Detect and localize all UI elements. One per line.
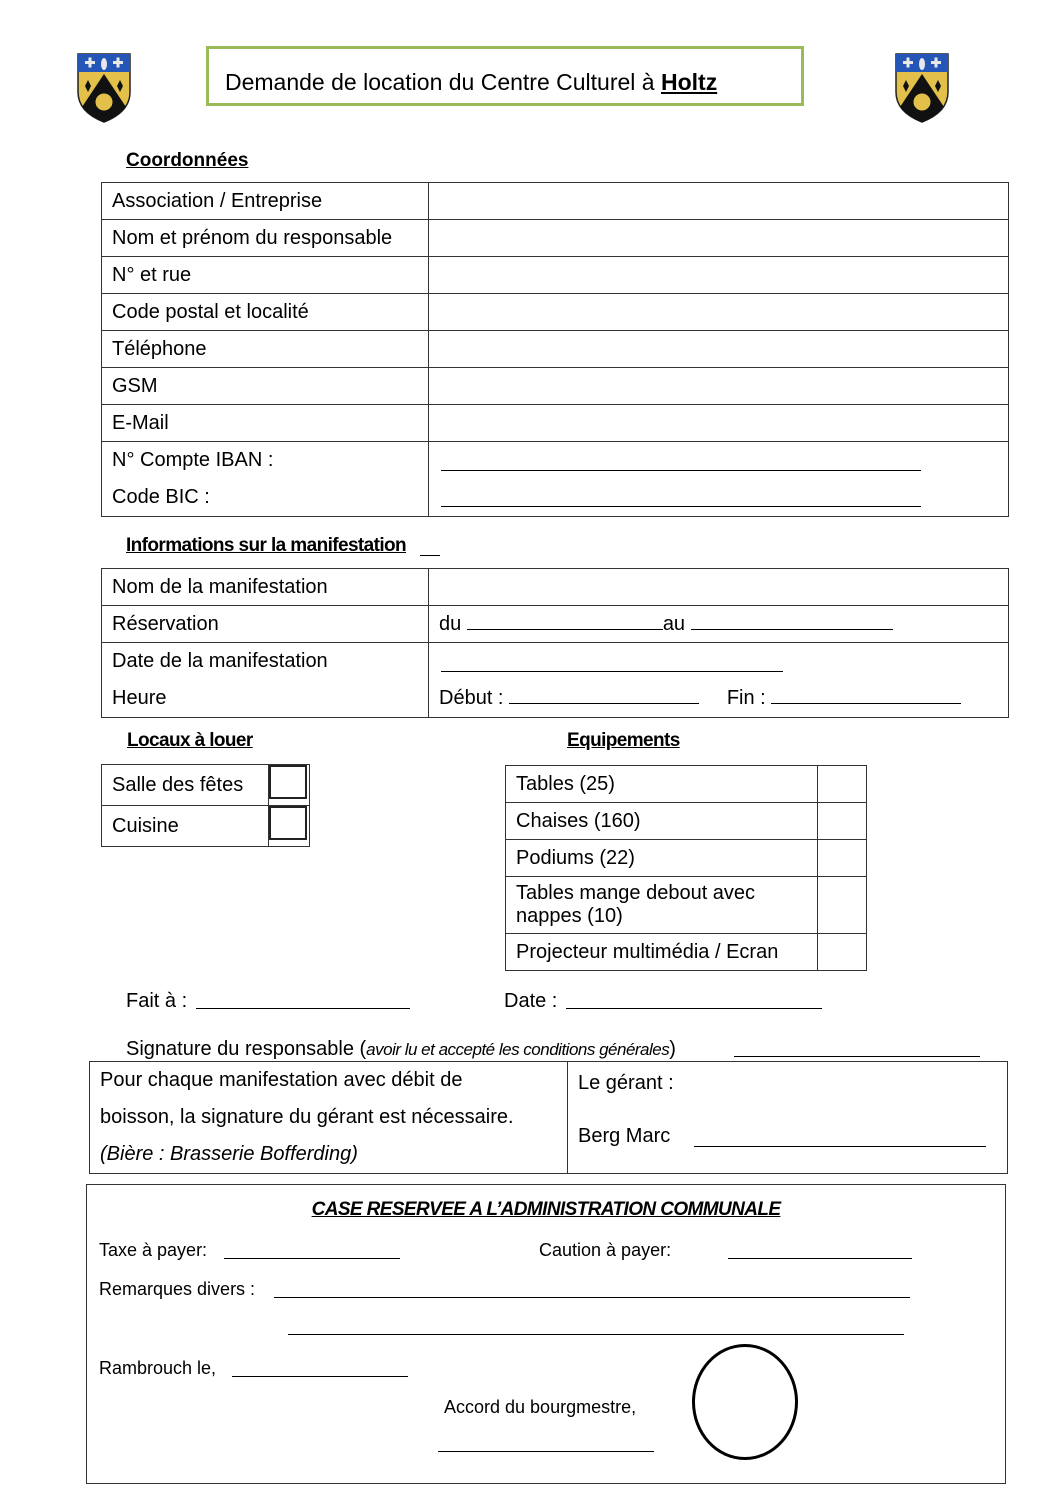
locaux-label: Cuisine	[102, 806, 269, 847]
table-row	[506, 803, 867, 840]
field-label: Réservation	[102, 606, 429, 643]
heading-underline	[420, 555, 440, 556]
nom-manifestation-field[interactable]	[429, 569, 1009, 606]
fin-field[interactable]	[771, 703, 961, 704]
field-label: Nom et prénom du responsable	[102, 220, 429, 257]
equipement-label: Podiums (22)	[506, 840, 818, 877]
equipements-heading: Equipements	[567, 730, 680, 751]
page-title: Demande de location du Centre Culturel à Holtz	[225, 69, 718, 95]
date-sign-label: Date :	[504, 990, 558, 1012]
equipement-label: Tables mange debout avec nappes (10)	[506, 877, 818, 934]
field-label: Nom de la manifestation	[102, 569, 429, 606]
coat-of-arms-left-icon	[76, 52, 132, 124]
fin-label: Fin :	[726, 687, 766, 709]
table-row	[102, 806, 310, 847]
podiums-checkbox[interactable]	[818, 840, 867, 877]
table-row	[506, 840, 867, 877]
rambrouch-label: Rambrouch le,	[99, 1358, 217, 1378]
signature-label: Signature du responsable (avoir lu et accepté les conditions générales)	[126, 1038, 676, 1060]
coat-of-arms-right-icon	[894, 52, 950, 124]
gerant-signature-field[interactable]	[694, 1146, 986, 1147]
iban-field[interactable]	[441, 470, 921, 471]
chaises-checkbox[interactable]	[818, 803, 867, 840]
remarques-label: Remarques divers :	[99, 1279, 256, 1299]
table-row	[102, 257, 1009, 294]
reservation-to-field[interactable]	[691, 629, 893, 630]
table-row	[506, 766, 867, 803]
table-row	[102, 569, 1009, 606]
taxe-label: Taxe à payer:	[99, 1240, 208, 1260]
locaux-table	[101, 764, 310, 847]
field-label: Téléphone	[102, 331, 429, 368]
coordonnees-heading: Coordonnées	[126, 150, 249, 171]
table-row	[102, 368, 1009, 405]
tables-mange-debout-checkbox[interactable]	[818, 877, 867, 934]
fait-label: Fait à :	[126, 990, 188, 1012]
caution-label: Caution à payer:	[539, 1240, 672, 1260]
table-row	[102, 331, 1009, 368]
table-row	[102, 220, 1009, 257]
salle-des-fetes-checkbox[interactable]	[269, 765, 307, 799]
table-row	[506, 934, 867, 971]
stamp-circle	[692, 1344, 798, 1460]
locaux-heading: Locaux à louer	[127, 730, 253, 751]
rambrouch-date-field[interactable]	[232, 1376, 408, 1377]
caution-field[interactable]	[728, 1258, 912, 1259]
cuisine-checkbox[interactable]	[269, 806, 307, 840]
gerant-name: Berg Marc	[578, 1125, 671, 1147]
remarques-field-1[interactable]	[274, 1297, 910, 1298]
accord-label: Accord du bourgmestre,	[444, 1397, 637, 1417]
date-field[interactable]	[441, 671, 783, 672]
table-row	[102, 765, 310, 806]
field-label: Code postal et localité	[102, 294, 429, 331]
signature-field[interactable]	[734, 1056, 980, 1057]
debut-label: Début :	[439, 687, 504, 709]
table-row	[102, 183, 1009, 220]
table-row	[102, 606, 1009, 643]
gerant-note-3: (Bière : Brasserie Bofferding)	[100, 1143, 358, 1165]
manifestation-table	[101, 568, 1009, 718]
heure-label: Heure	[112, 687, 167, 709]
tables-checkbox[interactable]	[818, 766, 867, 803]
du-label: du	[439, 612, 462, 635]
bic-label: Code BIC :	[112, 486, 210, 508]
table-row	[102, 643, 1009, 718]
gerant-note-1: Pour chaque manifestation avec débit de	[100, 1069, 463, 1091]
gsm-field[interactable]	[429, 368, 1009, 405]
au-label: au	[662, 612, 686, 635]
telephone-field[interactable]	[429, 331, 1009, 368]
gerant-label: Le gérant :	[578, 1072, 674, 1094]
gerant-table	[89, 1061, 1008, 1174]
iban-label: N° Compte IBAN :	[112, 449, 274, 471]
taxe-field[interactable]	[224, 1258, 400, 1259]
bourgmestre-signature-field[interactable]	[438, 1451, 654, 1452]
reservation-from-field[interactable]	[467, 629, 663, 630]
locaux-label: Salle des fêtes	[102, 765, 269, 806]
table-row	[102, 294, 1009, 331]
code-postal-field[interactable]	[429, 294, 1009, 331]
rue-field[interactable]	[429, 257, 1009, 294]
remarques-field-2[interactable]	[288, 1334, 904, 1335]
responsable-field[interactable]	[429, 220, 1009, 257]
equipement-label: Tables (25)	[506, 766, 818, 803]
coordonnees-table	[101, 182, 1009, 517]
field-label: E-Mail	[102, 405, 429, 442]
association-field[interactable]	[429, 183, 1009, 220]
admin-heading: CASE RESERVEE A L’ADMINISTRATION COMMUNALE	[311, 1199, 781, 1220]
field-label: Association / Entreprise	[102, 183, 429, 220]
bic-field[interactable]	[441, 506, 921, 507]
field-label: GSM	[102, 368, 429, 405]
date-sign-field[interactable]	[566, 1008, 822, 1009]
table-row	[102, 442, 1009, 517]
email-field[interactable]	[429, 405, 1009, 442]
debut-field[interactable]	[509, 703, 699, 704]
equipement-label: Projecteur multimédia / Ecran	[506, 934, 818, 971]
gerant-note-2: boisson, la signature du gérant est nécessaire.	[100, 1106, 514, 1128]
projecteur-checkbox[interactable]	[818, 934, 867, 971]
table-row	[102, 405, 1009, 442]
manifestation-heading: Informations sur la manifestation	[126, 535, 407, 556]
field-label: N° et rue	[102, 257, 429, 294]
fait-field[interactable]	[196, 1008, 410, 1009]
title-box	[206, 46, 804, 106]
equipements-table	[505, 765, 867, 971]
table-row	[506, 877, 867, 934]
date-label: Date de la manifestation	[112, 650, 328, 672]
equipement-label: Chaises (160)	[506, 803, 818, 840]
